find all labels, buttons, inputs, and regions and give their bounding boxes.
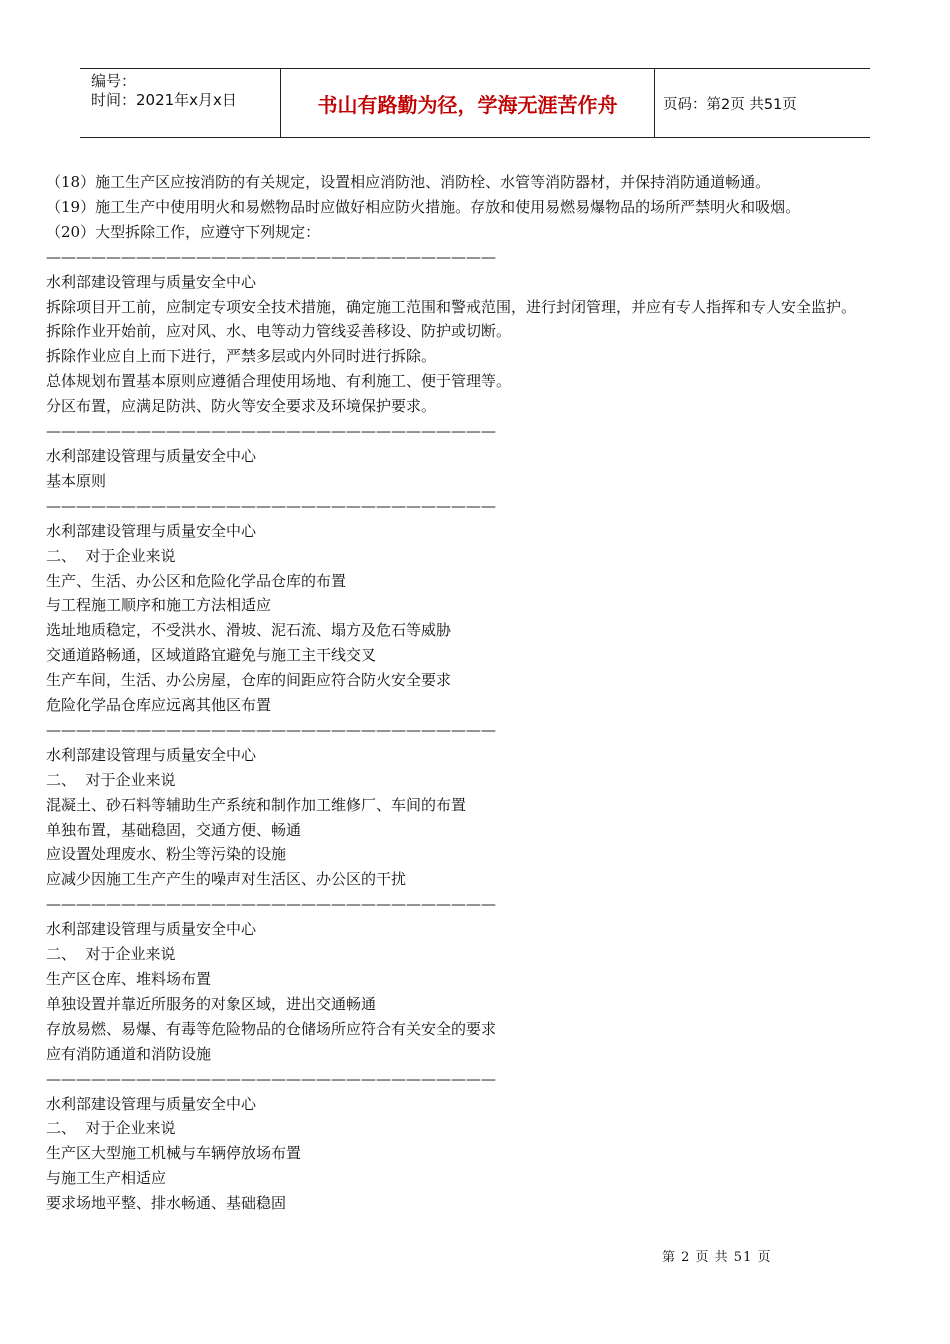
text-line: 应设置处理废水、粉尘等污染的设施 bbox=[46, 845, 287, 864]
text-line: （19）施工生产中使用明火和易燃物品时应做好相应防火措施。存放和使用易燃易爆物品的场所严禁明火和吸烟。 bbox=[46, 197, 801, 216]
separator-line: —————————————————————————————— bbox=[46, 895, 496, 914]
text-line: 选址地质稳定，不受洪水、滑坡、泥石流、塌方及危石等威胁 bbox=[46, 621, 452, 640]
separator-line: —————————————————————————————— bbox=[46, 1069, 496, 1088]
text-line: （20）大型拆除工作，应遵守下列规定： bbox=[46, 222, 321, 241]
text-line: 单独设置并靠近所服务的对象区域，进出交通畅通 bbox=[46, 994, 377, 1013]
text-line: 拆除作业应自上而下进行，严禁多层或内外同时进行拆除。 bbox=[46, 347, 437, 366]
section-source: 水利部建设管理与质量安全中心 bbox=[46, 521, 257, 540]
section-source: 水利部建设管理与质量安全中心 bbox=[46, 272, 257, 291]
text-line: 危险化学品仓库应远离其他区布置 bbox=[46, 696, 272, 715]
text-line: 与工程施工顺序和施工方法相适应 bbox=[46, 596, 272, 615]
header-meta bbox=[80, 69, 281, 137]
section-source: 水利部建设管理与质量安全中心 bbox=[46, 1094, 257, 1113]
section-heading: 二、 对于企业来说 bbox=[46, 1119, 176, 1138]
text-line: 应减少因施工生产产生的噪声对生活区、办公区的干扰 bbox=[46, 870, 407, 889]
text-line: 生产区大型施工机械与车辆停放场布置 bbox=[46, 1144, 302, 1163]
separator-line: —————————————————————————————— bbox=[46, 496, 496, 515]
text-line: 生产车间，生活、办公房屋，仓库的间距应符合防火安全要求 bbox=[46, 671, 452, 690]
text-line: 与施工生产相适应 bbox=[46, 1169, 167, 1188]
page-header bbox=[80, 68, 870, 138]
text-line: 总体规划布置基本原则应遵循合理使用场地、有利施工、便于管理等。 bbox=[46, 372, 512, 391]
section-source: 水利部建设管理与质量安全中心 bbox=[46, 446, 257, 465]
text-line: 混凝土、砂石料等辅助生产系统和制作加工维修厂、车间的布置 bbox=[46, 795, 467, 814]
text-line: 存放易燃、易爆、有毒等危险物品的仓储场所应符合有关安全的要求 bbox=[46, 1019, 497, 1038]
text-line: （18）施工生产区应按消防的有关规定，设置相应消防池、消防栓、水管等消防器材，并保持消防通道畅通。 bbox=[46, 173, 771, 191]
section-heading: 二、 对于企业来说 bbox=[46, 546, 176, 565]
header-motto: 书山有路勤为径，学海无涯苦作舟 bbox=[281, 69, 655, 137]
text-line: 分区布置，应满足防洪、防火等安全要求及环境保护要求。 bbox=[46, 397, 437, 416]
text-line: 交通道路畅通，区域道路宜避免与施工主干线交叉 bbox=[46, 646, 377, 665]
section-heading: 二、 对于企业来说 bbox=[46, 770, 176, 789]
section-heading: 二、 对于企业来说 bbox=[46, 945, 176, 964]
text-line: 生产区仓库、堆料场布置 bbox=[46, 970, 212, 988]
section-source: 水利部建设管理与质量安全中心 bbox=[46, 920, 257, 939]
separator-line: —————————————————————————————— bbox=[46, 247, 496, 266]
document-body bbox=[46, 170, 916, 1216]
text-line: 应有消防通道和消防设施 bbox=[46, 1044, 212, 1063]
text-line: 要求场地平整、排水畅通、基础稳固 bbox=[46, 1194, 287, 1213]
text-line: 单独布置，基础稳固，交通方便、畅通 bbox=[46, 820, 302, 839]
page-footer: 第 2 页 共 51 页 bbox=[662, 1250, 772, 1265]
text-line: 拆除项目开工前，应制定专项安全技术措施，确定施工范围和警戒范围，进行封闭管理，并应有专人指挥和专人安全监护。 bbox=[46, 297, 857, 316]
document-time-label: 时间：2021年x月x日 bbox=[91, 91, 237, 109]
text-line: 拆除作业开始前，应对风、水、电等动力管线妥善移设、防护或切断。 bbox=[46, 322, 512, 341]
header-page-info: 页码：第2页 共51页 bbox=[663, 96, 797, 113]
text-line: 基本原则 bbox=[46, 471, 107, 490]
separator-line: —————————————————————————————— bbox=[46, 422, 496, 441]
separator-line: —————————————————————————————— bbox=[46, 720, 496, 739]
section-source: 水利部建设管理与质量安全中心 bbox=[46, 745, 257, 764]
document-number-label: 编号： bbox=[91, 72, 137, 90]
text-line: 生产、生活、办公区和危险化学品仓库的布置 bbox=[46, 571, 347, 590]
